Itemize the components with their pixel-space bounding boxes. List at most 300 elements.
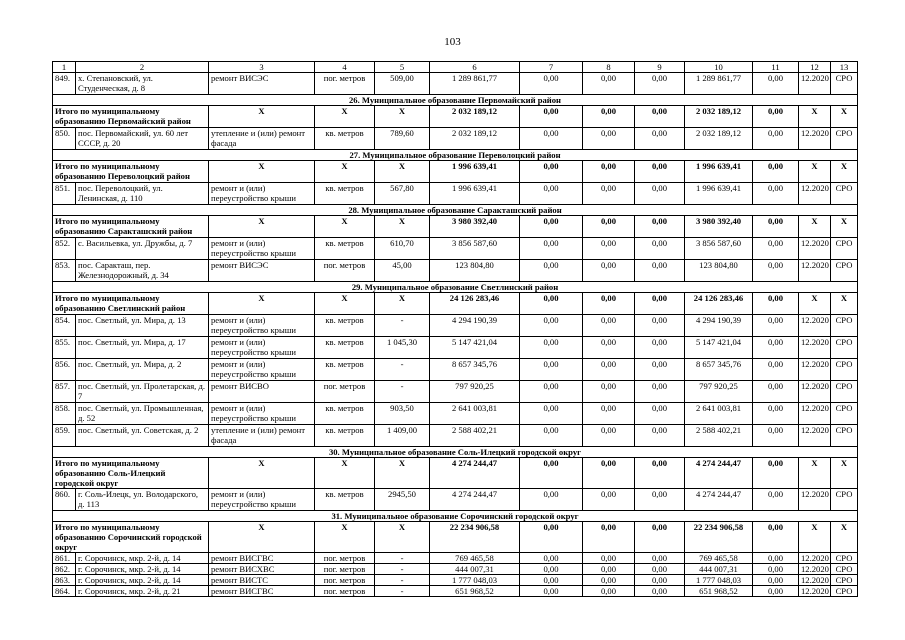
executor: СРО — [831, 128, 858, 150]
other-funds: 0,00 — [753, 586, 799, 597]
total-unit: X — [315, 161, 375, 183]
fund-cost: 0,00 — [520, 564, 583, 575]
total-work-type: X — [209, 458, 315, 489]
fund-cost: 0,00 — [520, 575, 583, 586]
total-executor: X — [831, 161, 858, 183]
table-row — [53, 238, 858, 260]
total-total-cost: 22 234 906,58 — [430, 522, 520, 553]
other-funds: 0,00 — [753, 315, 799, 337]
volume: - — [375, 381, 430, 403]
total-volume: X — [375, 161, 430, 183]
region-budget: 0,00 — [583, 553, 635, 564]
total-completion-date: X — [799, 106, 831, 128]
volume: - — [375, 575, 430, 586]
total-work-type: X — [209, 293, 315, 315]
total-local-budget: 0,00 — [635, 216, 685, 238]
row-number: 855. — [53, 337, 76, 359]
column-number-row — [53, 62, 858, 73]
work-type: ремонт ВИСВО — [209, 381, 315, 403]
municipality-section-header — [53, 205, 858, 216]
local-budget: 0,00 — [635, 238, 685, 260]
column-number: 1 — [53, 62, 76, 73]
table-row — [53, 564, 858, 575]
total-cost: 2 032 189,12 — [430, 128, 520, 150]
unit: кв. метров — [315, 403, 375, 425]
completion-date: 12.2020 — [799, 425, 831, 447]
row-number: 857. — [53, 381, 76, 403]
unit: кв. метров — [315, 315, 375, 337]
executor: СРО — [831, 337, 858, 359]
total-work-type: X — [209, 106, 315, 128]
municipality-section-header — [53, 150, 858, 161]
total-fund-cost: 0,00 — [520, 522, 583, 553]
total-completion-date: X — [799, 161, 831, 183]
fund-cost: 0,00 — [520, 381, 583, 403]
region-budget: 0,00 — [583, 260, 635, 282]
fund-cost: 0,00 — [520, 73, 583, 95]
total-other-funds: 0,00 — [753, 161, 799, 183]
owners-funds: 797 920,25 — [685, 381, 753, 403]
completion-date: 12.2020 — [799, 128, 831, 150]
total-volume: X — [375, 216, 430, 238]
table-row — [53, 183, 858, 205]
total-executor: X — [831, 522, 858, 553]
table-row — [53, 381, 858, 403]
executor: СРО — [831, 489, 858, 511]
table-row — [53, 359, 858, 381]
column-number: 5 — [375, 62, 430, 73]
column-number: 8 — [583, 62, 635, 73]
work-type: ремонт и (или) переустройство крыши — [209, 403, 315, 425]
local-budget: 0,00 — [635, 564, 685, 575]
section-title: 26. Муниципальное образование Первомайский район — [53, 95, 858, 106]
unit: пог. метров — [315, 73, 375, 95]
total-unit: X — [315, 106, 375, 128]
volume: 509,00 — [375, 73, 430, 95]
completion-date: 12.2020 — [799, 315, 831, 337]
column-number: 2 — [76, 62, 209, 73]
section-title: 27. Муниципальное образование Переволоцкий район — [53, 150, 858, 161]
fund-cost: 0,00 — [520, 315, 583, 337]
unit: кв. метров — [315, 359, 375, 381]
completion-date: 12.2020 — [799, 260, 831, 282]
region-budget: 0,00 — [583, 489, 635, 511]
work-type: ремонт и (или) переустройство крыши — [209, 337, 315, 359]
total-region-budget: 0,00 — [583, 522, 635, 553]
work-type: ремонт ВИСТС — [209, 575, 315, 586]
executor: СРО — [831, 73, 858, 95]
work-type: утепление и (или) ремонт фасада — [209, 128, 315, 150]
executor: СРО — [831, 403, 858, 425]
owners-funds: 3 856 587,60 — [685, 238, 753, 260]
total-total-label: Итого по муниципальному образованию Светлинский район — [53, 293, 209, 315]
completion-date: 12.2020 — [799, 381, 831, 403]
total-total-cost: 24 126 283,46 — [430, 293, 520, 315]
total-executor: X — [831, 106, 858, 128]
table-row — [53, 425, 858, 447]
executor: СРО — [831, 381, 858, 403]
municipality-section-header — [53, 95, 858, 106]
local-budget: 0,00 — [635, 586, 685, 597]
total-local-budget: 0,00 — [635, 458, 685, 489]
unit: пог. метров — [315, 564, 375, 575]
municipality-total-row — [53, 458, 858, 489]
local-budget: 0,00 — [635, 315, 685, 337]
region-budget: 0,00 — [583, 315, 635, 337]
local-budget: 0,00 — [635, 425, 685, 447]
volume: - — [375, 553, 430, 564]
volume: - — [375, 586, 430, 597]
total-work-type: X — [209, 522, 315, 553]
row-number: 853. — [53, 260, 76, 282]
total-unit: X — [315, 293, 375, 315]
other-funds: 0,00 — [753, 183, 799, 205]
total-fund-cost: 0,00 — [520, 106, 583, 128]
municipality-total-row — [53, 161, 858, 183]
total-volume: X — [375, 458, 430, 489]
row-number: 849. — [53, 73, 76, 95]
total-cost: 444 007,31 — [430, 564, 520, 575]
total-cost: 3 856 587,60 — [430, 238, 520, 260]
address: пос. Светлый, ул. Пролетарская, д. 7 — [76, 381, 209, 403]
unit: пог. метров — [315, 586, 375, 597]
table-row — [53, 260, 858, 282]
row-number: 859. — [53, 425, 76, 447]
total-executor: X — [831, 216, 858, 238]
completion-date: 12.2020 — [799, 73, 831, 95]
total-total-label: Итого по муниципальному образованию Первомайский район — [53, 106, 209, 128]
fund-cost: 0,00 — [520, 586, 583, 597]
total-completion-date: X — [799, 293, 831, 315]
total-completion-date: X — [799, 458, 831, 489]
work-type: ремонт и (или) переустройство крыши — [209, 183, 315, 205]
total-completion-date: X — [799, 216, 831, 238]
executor: СРО — [831, 564, 858, 575]
table-row — [53, 575, 858, 586]
total-cost: 8 657 345,76 — [430, 359, 520, 381]
table-body — [53, 62, 858, 597]
address: пос. Светлый, ул. Мира, д. 17 — [76, 337, 209, 359]
total-unit: X — [315, 522, 375, 553]
total-executor: X — [831, 293, 858, 315]
region-budget: 0,00 — [583, 128, 635, 150]
address: пос. Светлый, ул. Мира, д. 2 — [76, 359, 209, 381]
column-number: 10 — [685, 62, 753, 73]
municipality-total-row — [53, 522, 858, 553]
total-other-funds: 0,00 — [753, 522, 799, 553]
total-work-type: X — [209, 161, 315, 183]
total-fund-cost: 0,00 — [520, 161, 583, 183]
region-budget: 0,00 — [583, 425, 635, 447]
local-budget: 0,00 — [635, 381, 685, 403]
total-region-budget: 0,00 — [583, 161, 635, 183]
row-number: 860. — [53, 489, 76, 511]
completion-date: 12.2020 — [799, 586, 831, 597]
other-funds: 0,00 — [753, 564, 799, 575]
total-local-budget: 0,00 — [635, 106, 685, 128]
table-row — [53, 315, 858, 337]
completion-date: 12.2020 — [799, 238, 831, 260]
total-total-label: Итого по муниципальному образованию Переволоцкий район — [53, 161, 209, 183]
section-title: 30. Муниципальное образование Соль-Илецкий городской округ — [53, 447, 858, 458]
local-budget: 0,00 — [635, 260, 685, 282]
section-title: 29. Муниципальное образование Светлинский район — [53, 282, 858, 293]
region-budget: 0,00 — [583, 403, 635, 425]
owners-funds: 1 777 048,03 — [685, 575, 753, 586]
owners-funds: 1 996 639,41 — [685, 183, 753, 205]
volume: 1 045,30 — [375, 337, 430, 359]
total-volume: X — [375, 106, 430, 128]
total-completion-date: X — [799, 522, 831, 553]
total-cost: 769 465,58 — [430, 553, 520, 564]
executor: СРО — [831, 359, 858, 381]
owners-funds: 444 007,31 — [685, 564, 753, 575]
work-type: ремонт и (или) переустройство крыши — [209, 359, 315, 381]
unit: пог. метров — [315, 575, 375, 586]
local-budget: 0,00 — [635, 575, 685, 586]
total-other-funds: 0,00 — [753, 216, 799, 238]
table-row — [53, 73, 858, 95]
total-unit: X — [315, 216, 375, 238]
owners-funds: 123 804,80 — [685, 260, 753, 282]
executor: СРО — [831, 425, 858, 447]
total-region-budget: 0,00 — [583, 106, 635, 128]
executor: СРО — [831, 183, 858, 205]
total-owners-funds: 24 126 283,46 — [685, 293, 753, 315]
fund-cost: 0,00 — [520, 337, 583, 359]
address: г. Сорочинск, мкр. 2-й, д. 14 — [76, 553, 209, 564]
row-number: 863. — [53, 575, 76, 586]
row-number: 851. — [53, 183, 76, 205]
region-budget: 0,00 — [583, 73, 635, 95]
row-number: 850. — [53, 128, 76, 150]
unit: кв. метров — [315, 128, 375, 150]
total-owners-funds: 2 032 189,12 — [685, 106, 753, 128]
executor: СРО — [831, 575, 858, 586]
volume: 610,70 — [375, 238, 430, 260]
total-region-budget: 0,00 — [583, 293, 635, 315]
fund-cost: 0,00 — [520, 359, 583, 381]
address: с. Васильевка, ул. Дружбы, д. 7 — [76, 238, 209, 260]
total-total-cost: 4 274 244,47 — [430, 458, 520, 489]
region-budget: 0,00 — [583, 575, 635, 586]
local-budget: 0,00 — [635, 337, 685, 359]
owners-funds: 651 968,52 — [685, 586, 753, 597]
owners-funds: 8 657 345,76 — [685, 359, 753, 381]
fund-cost: 0,00 — [520, 489, 583, 511]
owners-funds: 5 147 421,04 — [685, 337, 753, 359]
executor: СРО — [831, 315, 858, 337]
local-budget: 0,00 — [635, 359, 685, 381]
local-budget: 0,00 — [635, 73, 685, 95]
total-owners-funds: 22 234 906,58 — [685, 522, 753, 553]
owners-funds: 4 294 190,39 — [685, 315, 753, 337]
total-cost: 5 147 421,04 — [430, 337, 520, 359]
volume: 903,50 — [375, 403, 430, 425]
owners-funds: 769 465,58 — [685, 553, 753, 564]
local-budget: 0,00 — [635, 128, 685, 150]
total-fund-cost: 0,00 — [520, 293, 583, 315]
volume: 2945,50 — [375, 489, 430, 511]
total-cost: 1 777 048,03 — [430, 575, 520, 586]
total-volume: X — [375, 522, 430, 553]
total-cost: 1 996 639,41 — [430, 183, 520, 205]
region-budget: 0,00 — [583, 586, 635, 597]
completion-date: 12.2020 — [799, 403, 831, 425]
municipality-total-row — [53, 293, 858, 315]
table-row — [53, 403, 858, 425]
total-other-funds: 0,00 — [753, 293, 799, 315]
address: пос. Светлый, ул. Советская, д. 2 — [76, 425, 209, 447]
other-funds: 0,00 — [753, 553, 799, 564]
municipality-total-row — [53, 106, 858, 128]
volume: - — [375, 359, 430, 381]
other-funds: 0,00 — [753, 73, 799, 95]
total-cost: 4 294 190,39 — [430, 315, 520, 337]
other-funds: 0,00 — [753, 359, 799, 381]
address: г. Соль-Илецк, ул. Володарского, д. 113 — [76, 489, 209, 511]
total-total-label: Итого по муниципальному образованию Соль-Илецкий городской округ — [53, 458, 209, 489]
table-row — [53, 489, 858, 511]
work-type: ремонт ВИСЭС — [209, 260, 315, 282]
total-executor: X — [831, 458, 858, 489]
owners-funds: 2 641 003,81 — [685, 403, 753, 425]
address: г. Сорочинск, мкр. 2-й, д. 14 — [76, 564, 209, 575]
region-budget: 0,00 — [583, 238, 635, 260]
volume: 45,00 — [375, 260, 430, 282]
table-row — [53, 586, 858, 597]
other-funds: 0,00 — [753, 425, 799, 447]
address: г. Сорочинск, мкр. 2-й, д. 14 — [76, 575, 209, 586]
address: х. Степановский, ул. Студенческая, д. 8 — [76, 73, 209, 95]
total-volume: X — [375, 293, 430, 315]
total-work-type: X — [209, 216, 315, 238]
table-row — [53, 553, 858, 564]
completion-date: 12.2020 — [799, 575, 831, 586]
total-local-budget: 0,00 — [635, 522, 685, 553]
region-budget: 0,00 — [583, 381, 635, 403]
completion-date: 12.2020 — [799, 489, 831, 511]
other-funds: 0,00 — [753, 337, 799, 359]
total-other-funds: 0,00 — [753, 106, 799, 128]
total-fund-cost: 0,00 — [520, 216, 583, 238]
work-type: ремонт ВИСХВС — [209, 564, 315, 575]
address: пос. Светлый, ул. Мира, д. 13 — [76, 315, 209, 337]
address: пос. Светлый, ул. Промышленная, д. 52 — [76, 403, 209, 425]
region-budget: 0,00 — [583, 564, 635, 575]
volume: 567,80 — [375, 183, 430, 205]
total-region-budget: 0,00 — [583, 216, 635, 238]
other-funds: 0,00 — [753, 260, 799, 282]
column-number: 7 — [520, 62, 583, 73]
column-number: 6 — [430, 62, 520, 73]
region-budget: 0,00 — [583, 183, 635, 205]
address: г. Сорочинск, мкр. 2-й, д. 21 — [76, 586, 209, 597]
owners-funds: 1 289 861,77 — [685, 73, 753, 95]
column-number: 3 — [209, 62, 315, 73]
volume: 789,60 — [375, 128, 430, 150]
row-number: 861. — [53, 553, 76, 564]
page-number: 103 — [444, 36, 461, 48]
owners-funds: 2 032 189,12 — [685, 128, 753, 150]
total-total-cost: 2 032 189,12 — [430, 106, 520, 128]
completion-date: 12.2020 — [799, 337, 831, 359]
total-total-label: Итого по муниципальному образованию Сорочинский городской округ — [53, 522, 209, 553]
total-unit: X — [315, 458, 375, 489]
other-funds: 0,00 — [753, 403, 799, 425]
section-title: 28. Муниципальное образование Саракташский район — [53, 205, 858, 216]
total-total-cost: 3 980 392,40 — [430, 216, 520, 238]
local-budget: 0,00 — [635, 403, 685, 425]
municipality-section-header — [53, 282, 858, 293]
section-title: 31. Муниципальное образование Сорочинский городской округ — [53, 511, 858, 522]
completion-date: 12.2020 — [799, 183, 831, 205]
unit: пог. метров — [315, 553, 375, 564]
total-local-budget: 0,00 — [635, 161, 685, 183]
work-type: ремонт и (или) переустройство крыши — [209, 238, 315, 260]
total-cost: 4 274 244,47 — [430, 489, 520, 511]
local-budget: 0,00 — [635, 183, 685, 205]
total-owners-funds: 3 980 392,40 — [685, 216, 753, 238]
executor: СРО — [831, 553, 858, 564]
unit: кв. метров — [315, 183, 375, 205]
total-other-funds: 0,00 — [753, 458, 799, 489]
total-cost: 651 968,52 — [430, 586, 520, 597]
region-budget: 0,00 — [583, 337, 635, 359]
unit: пог. метров — [315, 260, 375, 282]
column-number: 4 — [315, 62, 375, 73]
column-number: 13 — [831, 62, 858, 73]
completion-date: 12.2020 — [799, 359, 831, 381]
fund-cost: 0,00 — [520, 403, 583, 425]
total-cost: 797 920,25 — [430, 381, 520, 403]
unit: кв. метров — [315, 238, 375, 260]
total-owners-funds: 1 996 639,41 — [685, 161, 753, 183]
fund-cost: 0,00 — [520, 425, 583, 447]
fund-cost: 0,00 — [520, 238, 583, 260]
municipality-section-header — [53, 447, 858, 458]
other-funds: 0,00 — [753, 128, 799, 150]
total-total-cost: 1 996 639,41 — [430, 161, 520, 183]
executor: СРО — [831, 238, 858, 260]
fund-cost: 0,00 — [520, 128, 583, 150]
unit: кв. метров — [315, 425, 375, 447]
work-type: ремонт и (или) переустройство крыши — [209, 315, 315, 337]
table-row — [53, 128, 858, 150]
fund-cost: 0,00 — [520, 260, 583, 282]
row-number: 856. — [53, 359, 76, 381]
volume: 1 409,00 — [375, 425, 430, 447]
region-budget: 0,00 — [583, 359, 635, 381]
executor: СРО — [831, 260, 858, 282]
completion-date: 12.2020 — [799, 564, 831, 575]
total-cost: 1 289 861,77 — [430, 73, 520, 95]
total-cost: 123 804,80 — [430, 260, 520, 282]
work-type: ремонт ВИСГВС — [209, 586, 315, 597]
total-fund-cost: 0,00 — [520, 458, 583, 489]
table-row — [53, 337, 858, 359]
owners-funds: 2 588 402,21 — [685, 425, 753, 447]
column-number: 9 — [635, 62, 685, 73]
total-total-label: Итого по муниципальному образованию Саракташский район — [53, 216, 209, 238]
address: пос. Переволоцкий, ул. Ленинская, д. 110 — [76, 183, 209, 205]
unit: кв. метров — [315, 489, 375, 511]
other-funds: 0,00 — [753, 381, 799, 403]
unit: пог. метров — [315, 381, 375, 403]
fund-cost: 0,00 — [520, 553, 583, 564]
row-number: 854. — [53, 315, 76, 337]
column-number: 11 — [753, 62, 799, 73]
